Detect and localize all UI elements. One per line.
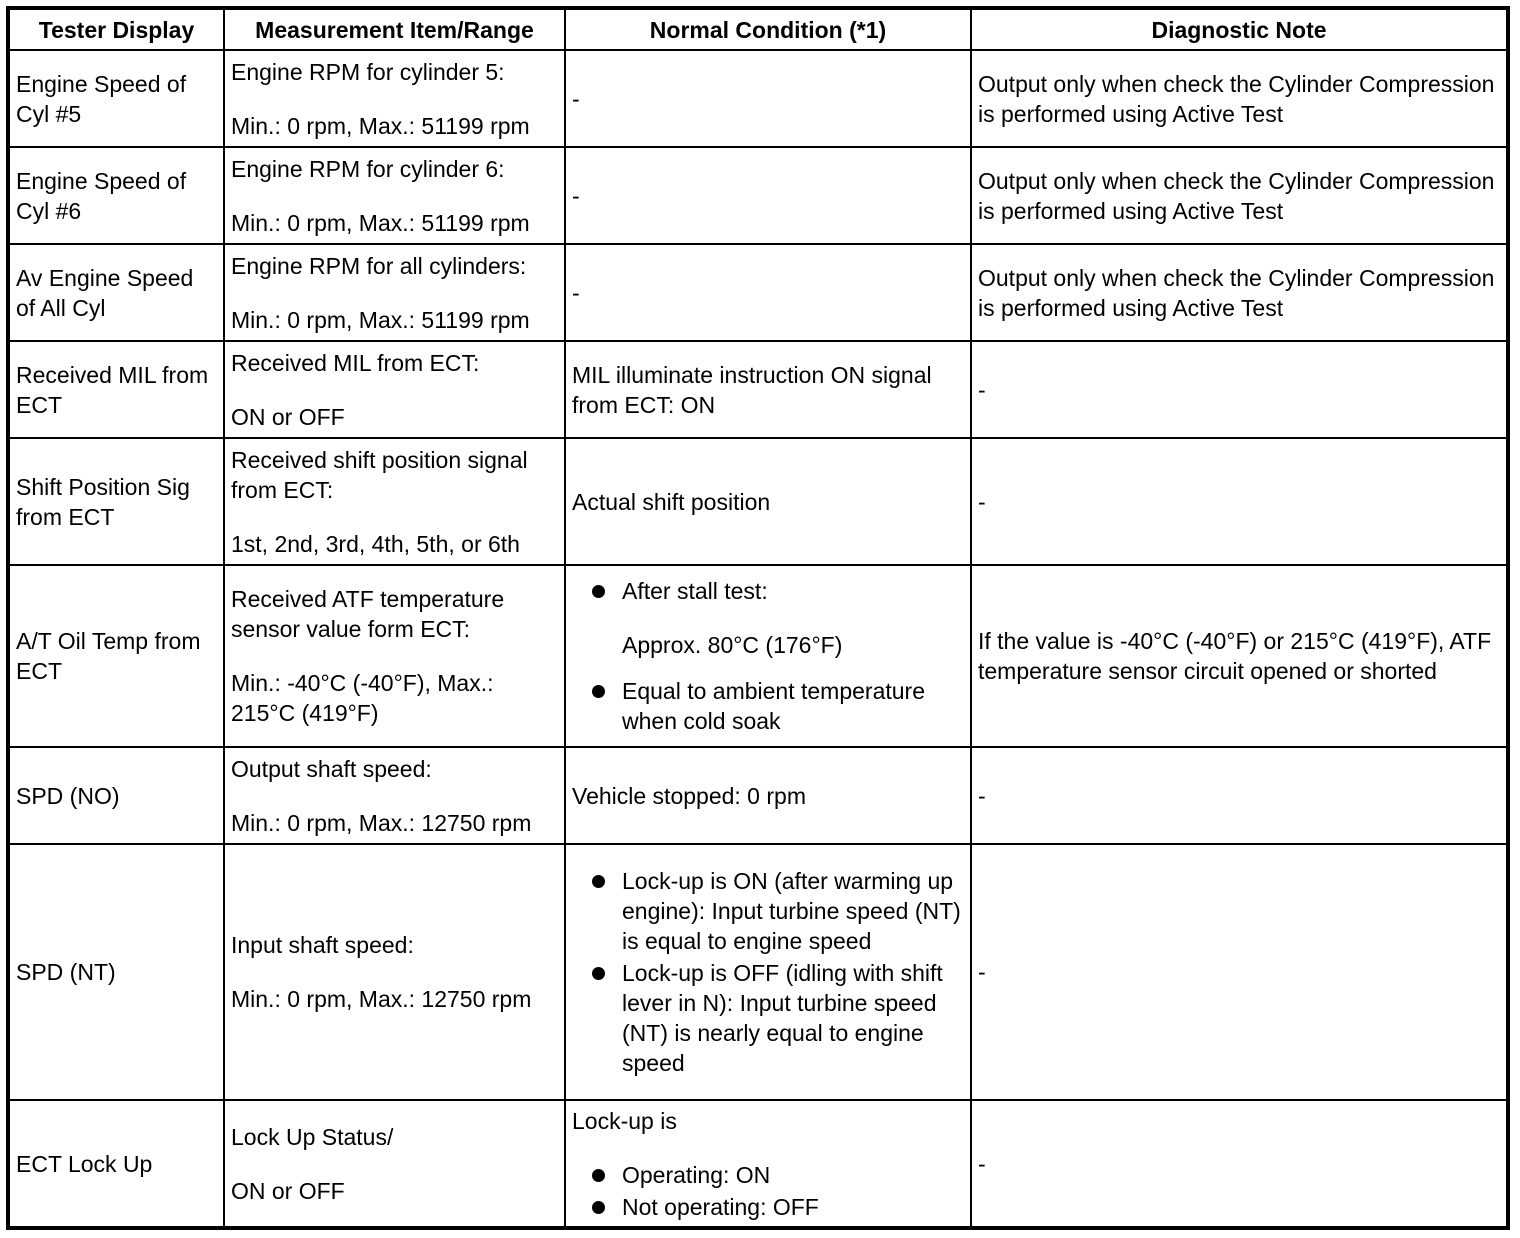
header-measurement: Measurement Item/Range [224, 8, 565, 50]
measurement-range: Min.: 0 rpm, Max.: 51199 rpm [231, 112, 530, 139]
tester-display-cell: Shift Position Sig from ECT [8, 438, 224, 565]
header-normal-condition: Normal Condition (*1) [565, 8, 971, 50]
list-item: Operating: ON [572, 1160, 964, 1190]
list-item: Lock-up is OFF (idling with shift lever in N): Input turbine speed (NT) is nearly equal to engine speed [572, 958, 964, 1078]
table-row [8, 244, 1508, 341]
diagnostic-note-cell: Output only when check the Cylinder Compression is performed using Active Test [971, 244, 1508, 341]
measurement-label: Engine RPM for cylinder 6: [231, 155, 505, 182]
normal-condition-list [572, 866, 964, 1078]
measurement-cell [224, 50, 565, 147]
normal-condition-cell: - [565, 147, 971, 244]
normal-condition-cell [565, 844, 971, 1100]
diagnostic-note-cell: - [971, 341, 1508, 438]
measurement-label: Input shaft speed: [231, 932, 414, 958]
measurement-range: ON or OFF [231, 1177, 345, 1204]
measurement-label: Lock Up Status/ [231, 1123, 394, 1150]
measurement-range: Min.: -40°C (-40°F), Max.: 215°C (419°F) [231, 670, 494, 726]
measurement-range: Min.: 0 rpm, Max.: 51199 rpm [231, 306, 530, 333]
bullet-text: After stall test: [622, 578, 768, 604]
normal-condition-cell: Vehicle stopped: 0 rpm [565, 747, 971, 844]
tester-display-cell: Av Engine Speed of All Cyl [8, 244, 224, 341]
measurement-cell [224, 1100, 565, 1228]
tester-display-cell: A/T Oil Temp from ECT [8, 565, 224, 747]
measurement-range: Min.: 0 rpm, Max.: 51199 rpm [231, 209, 530, 236]
measurement-cell [224, 341, 565, 438]
measurement-cell [224, 747, 565, 844]
table-row [8, 341, 1508, 438]
table-row [8, 844, 1508, 1100]
measurement-cell [224, 844, 565, 1100]
normal-condition-cell: Actual shift position [565, 438, 971, 565]
diagnostic-note-cell: - [971, 844, 1508, 1100]
normal-condition-cell: - [565, 244, 971, 341]
measurement-label: Output shaft speed: [231, 755, 432, 782]
header-row [8, 8, 1508, 50]
measurement-range: 1st, 2nd, 3rd, 4th, 5th, or 6th [231, 530, 520, 557]
measurement-label: Engine RPM for cylinder 5: [231, 58, 505, 85]
diagnostic-note-cell: If the value is -40°C (-40°F) or 215°C (419°F), ATF temperature sensor circuit opened or shorted [971, 565, 1508, 747]
measurement-label: Received ATF temperature sensor value form ECT: [231, 586, 505, 642]
measurement-cell [224, 438, 565, 565]
table-row [8, 50, 1508, 147]
table-row [8, 438, 1508, 565]
list-item [572, 576, 964, 660]
diagnostic-note-cell: - [971, 1100, 1508, 1228]
tester-display-cell: Engine Speed of Cyl #5 [8, 50, 224, 147]
measurement-range: Min.: 0 rpm, Max.: 12750 rpm [231, 809, 532, 836]
bullet-subtext: Approx. 80°C (176°F) [622, 632, 843, 658]
tester-display-cell: Received MIL from ECT [8, 341, 224, 438]
data-list-table [6, 6, 1510, 1230]
table-row [8, 147, 1508, 244]
header-diagnostic-note: Diagnostic Note [971, 8, 1508, 50]
tester-display-cell: Engine Speed of Cyl #6 [8, 147, 224, 244]
normal-condition-cell: MIL illuminate instruction ON signal from ECT: ON [565, 341, 971, 438]
normal-condition-intro: Lock-up is [572, 1107, 677, 1134]
diagnostic-note-cell: Output only when check the Cylinder Compression is performed using Active Test [971, 50, 1508, 147]
table-row [8, 565, 1508, 747]
list-item [572, 676, 964, 736]
list-item: Not operating: OFF [572, 1192, 964, 1222]
diagnostic-note-cell: Output only when check the Cylinder Compression is performed using Active Test [971, 147, 1508, 244]
measurement-label: Received shift position signal from ECT: [231, 446, 528, 503]
list-item: Lock-up is ON (after warming up engine): Input turbine speed (NT) is equal to engine speed [572, 866, 964, 956]
normal-condition-cell [565, 565, 971, 747]
measurement-cell [224, 244, 565, 341]
tester-display-cell: ECT Lock Up [8, 1100, 224, 1228]
diagnostic-note-cell: - [971, 438, 1508, 565]
diagnostic-note-cell: - [971, 747, 1508, 844]
measurement-range: ON or OFF [231, 403, 345, 430]
normal-condition-list [572, 1160, 964, 1222]
measurement-label: Received MIL from ECT: [231, 349, 480, 376]
tester-display-cell: SPD (NT) [8, 844, 224, 1100]
measurement-label: Engine RPM for all cylinders: [231, 252, 527, 279]
normal-condition-list [572, 576, 964, 736]
table-row [8, 747, 1508, 844]
bullet-text: Equal to ambient temperature when cold soak [622, 678, 926, 734]
table-row [8, 1100, 1508, 1228]
header-tester-display: Tester Display [8, 8, 224, 50]
normal-condition-cell [565, 1100, 971, 1228]
measurement-cell [224, 147, 565, 244]
tester-display-cell: SPD (NO) [8, 747, 224, 844]
measurement-range: Min.: 0 rpm, Max.: 12750 rpm [231, 986, 532, 1012]
normal-condition-cell: - [565, 50, 971, 147]
measurement-cell [224, 565, 565, 747]
